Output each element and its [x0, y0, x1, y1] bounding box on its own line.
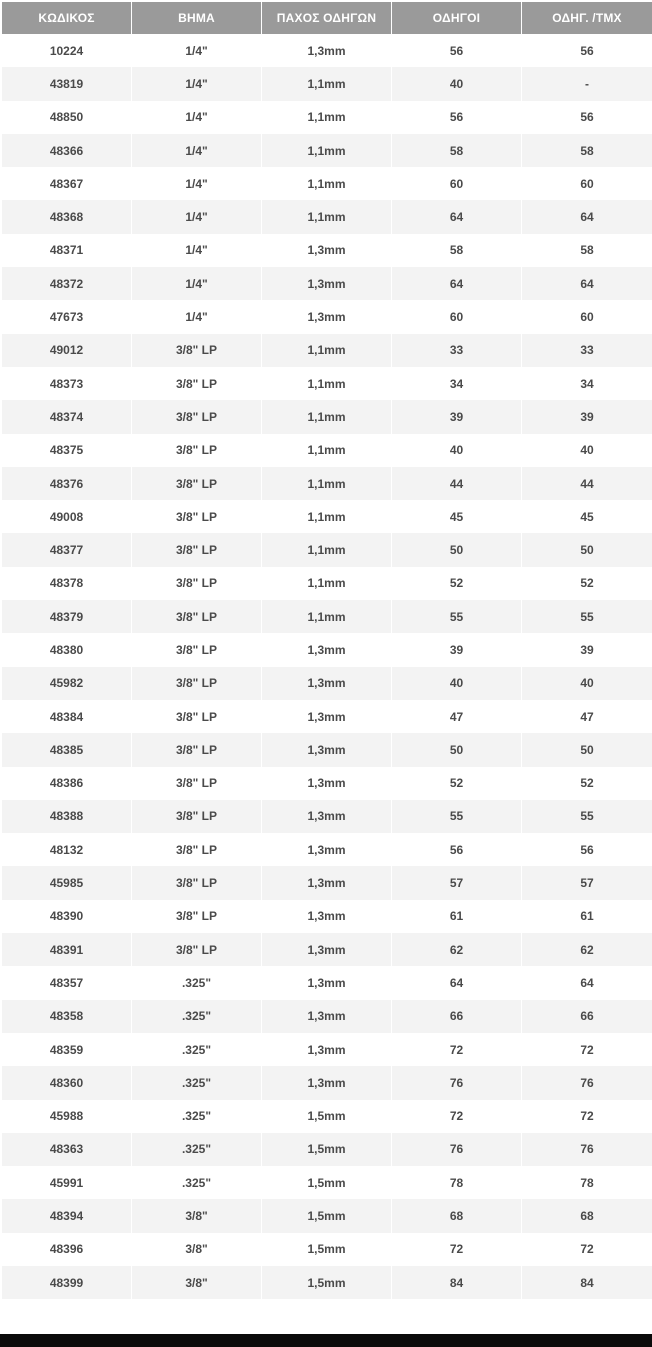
cell-code: 48132	[2, 833, 132, 866]
cell-gauge: 1,3mm	[262, 767, 392, 800]
table-row	[2, 434, 652, 467]
cell-drive-links: 58	[392, 234, 522, 267]
table-row	[2, 700, 652, 733]
cell-links-per-piece: 76	[522, 1133, 652, 1166]
cell-drive-links: 76	[392, 1066, 522, 1099]
cell-pitch: .325"	[132, 1133, 262, 1166]
cell-code: 48357	[2, 966, 132, 999]
cell-code: 49008	[2, 500, 132, 533]
cell-links-per-piece: 84	[522, 1266, 652, 1299]
cell-drive-links: 40	[392, 667, 522, 700]
cell-links-per-piece: 60	[522, 300, 652, 333]
cell-gauge: 1,3mm	[262, 1033, 392, 1066]
cell-pitch: 1/4"	[132, 200, 262, 233]
cell-pitch: 1/4"	[132, 34, 262, 67]
cell-links-per-piece: 39	[522, 400, 652, 433]
cell-drive-links: 58	[392, 134, 522, 167]
cell-gauge: 1,3mm	[262, 700, 392, 733]
cell-pitch: 3/8" LP	[132, 367, 262, 400]
cell-gauge: 1,3mm	[262, 1000, 392, 1033]
table-row	[2, 533, 652, 566]
table-row	[2, 966, 652, 999]
table-row	[2, 267, 652, 300]
table-row	[2, 400, 652, 433]
cell-links-per-piece: 34	[522, 367, 652, 400]
cell-gauge: 1,3mm	[262, 933, 392, 966]
cell-drive-links: 56	[392, 101, 522, 134]
cell-links-per-piece: 72	[522, 1100, 652, 1133]
cell-gauge: 1,5mm	[262, 1199, 392, 1232]
cell-code: 48360	[2, 1066, 132, 1099]
cell-gauge: 1,3mm	[262, 633, 392, 666]
cell-links-per-piece: 57	[522, 866, 652, 899]
cell-drive-links: 64	[392, 267, 522, 300]
cell-drive-links: 72	[392, 1100, 522, 1133]
table-row	[2, 1066, 652, 1099]
header-gauge: ΠΑΧΟΣ ΟΔΗΓΩΝ	[262, 2, 392, 34]
table-row	[2, 767, 652, 800]
table-row	[2, 667, 652, 700]
cell-drive-links: 78	[392, 1166, 522, 1199]
table-row	[2, 234, 652, 267]
cell-pitch: 3/8" LP	[132, 633, 262, 666]
table-row	[2, 367, 652, 400]
cell-links-per-piece: 39	[522, 633, 652, 666]
cell-pitch: 3/8" LP	[132, 667, 262, 700]
cell-code: 48394	[2, 1199, 132, 1232]
cell-pitch: 3/8" LP	[132, 567, 262, 600]
cell-code: 48373	[2, 367, 132, 400]
cell-code: 45985	[2, 866, 132, 899]
table-row	[2, 200, 652, 233]
chain-spec-table	[2, 2, 652, 1299]
cell-pitch: .325"	[132, 1066, 262, 1099]
cell-gauge: 1,3mm	[262, 300, 392, 333]
cell-code: 48367	[2, 167, 132, 200]
cell-links-per-piece: 64	[522, 267, 652, 300]
cell-drive-links: 76	[392, 1133, 522, 1166]
cell-code: 10224	[2, 34, 132, 67]
cell-code: 47673	[2, 300, 132, 333]
cell-gauge: 1,1mm	[262, 101, 392, 134]
cell-pitch: 3/8" LP	[132, 800, 262, 833]
cell-links-per-piece: 72	[522, 1033, 652, 1066]
cell-code: 48377	[2, 533, 132, 566]
cell-code: 48359	[2, 1033, 132, 1066]
cell-code: 48399	[2, 1266, 132, 1299]
cell-gauge: 1,1mm	[262, 134, 392, 167]
cell-code: 48379	[2, 600, 132, 633]
cell-pitch: 3/8" LP	[132, 767, 262, 800]
cell-drive-links: 57	[392, 866, 522, 899]
table-body	[2, 34, 652, 1299]
cell-links-per-piece: 52	[522, 767, 652, 800]
cell-pitch: 1/4"	[132, 134, 262, 167]
cell-drive-links: 64	[392, 200, 522, 233]
table-row	[2, 1000, 652, 1033]
footer-bar	[0, 1334, 652, 1347]
cell-links-per-piece: 58	[522, 234, 652, 267]
cell-code: 48371	[2, 234, 132, 267]
cell-drive-links: 56	[392, 34, 522, 67]
cell-gauge: 1,3mm	[262, 1066, 392, 1099]
cell-drive-links: 44	[392, 467, 522, 500]
cell-code: 49012	[2, 334, 132, 367]
cell-gauge: 1,1mm	[262, 533, 392, 566]
cell-links-per-piece: 40	[522, 667, 652, 700]
cell-gauge: 1,3mm	[262, 34, 392, 67]
table-row	[2, 633, 652, 666]
cell-links-per-piece: 55	[522, 600, 652, 633]
cell-code: 48366	[2, 134, 132, 167]
cell-links-per-piece: 61	[522, 900, 652, 933]
table-row	[2, 101, 652, 134]
cell-pitch: 1/4"	[132, 234, 262, 267]
cell-drive-links: 62	[392, 933, 522, 966]
cell-code: 48386	[2, 767, 132, 800]
cell-drive-links: 39	[392, 633, 522, 666]
table-header	[2, 2, 652, 34]
cell-code: 48380	[2, 633, 132, 666]
cell-drive-links: 56	[392, 833, 522, 866]
cell-gauge: 1,1mm	[262, 67, 392, 100]
cell-gauge: 1,1mm	[262, 600, 392, 633]
cell-drive-links: 61	[392, 900, 522, 933]
cell-gauge: 1,1mm	[262, 467, 392, 500]
cell-code: 45988	[2, 1100, 132, 1133]
cell-drive-links: 64	[392, 966, 522, 999]
cell-code: 48358	[2, 1000, 132, 1033]
cell-pitch: 3/8"	[132, 1233, 262, 1266]
cell-drive-links: 33	[392, 334, 522, 367]
table-row	[2, 34, 652, 67]
table-row	[2, 600, 652, 633]
cell-gauge: 1,1mm	[262, 434, 392, 467]
cell-pitch: 3/8"	[132, 1266, 262, 1299]
cell-code: 48396	[2, 1233, 132, 1266]
cell-links-per-piece: 56	[522, 101, 652, 134]
cell-pitch: 3/8" LP	[132, 467, 262, 500]
cell-links-per-piece: 47	[522, 700, 652, 733]
cell-links-per-piece: 64	[522, 966, 652, 999]
cell-code: 48376	[2, 467, 132, 500]
cell-links-per-piece: 33	[522, 334, 652, 367]
table-row	[2, 800, 652, 833]
cell-pitch: 3/8" LP	[132, 933, 262, 966]
cell-links-per-piece: 55	[522, 800, 652, 833]
cell-gauge: 1,1mm	[262, 367, 392, 400]
cell-code: 48388	[2, 800, 132, 833]
cell-drive-links: 50	[392, 533, 522, 566]
cell-code: 48372	[2, 267, 132, 300]
cell-pitch: 3/8"	[132, 1199, 262, 1232]
cell-pitch: 1/4"	[132, 267, 262, 300]
cell-code: 45982	[2, 667, 132, 700]
header-drive-links: ΟΔΗΓΟΙ	[392, 2, 522, 34]
cell-gauge: 1,3mm	[262, 234, 392, 267]
cell-code: 45991	[2, 1166, 132, 1199]
table-row	[2, 1233, 652, 1266]
cell-links-per-piece: 56	[522, 34, 652, 67]
cell-code: 48368	[2, 200, 132, 233]
cell-links-per-piece: 62	[522, 933, 652, 966]
header-code: ΚΩΔΙΚΟΣ	[2, 2, 132, 34]
cell-pitch: 1/4"	[132, 167, 262, 200]
cell-drive-links: 68	[392, 1199, 522, 1232]
table-row	[2, 1100, 652, 1133]
cell-pitch: 1/4"	[132, 300, 262, 333]
cell-links-per-piece: 66	[522, 1000, 652, 1033]
cell-code: 48374	[2, 400, 132, 433]
cell-pitch: .325"	[132, 1000, 262, 1033]
cell-drive-links: 55	[392, 800, 522, 833]
cell-gauge: 1,1mm	[262, 200, 392, 233]
cell-pitch: .325"	[132, 1166, 262, 1199]
cell-pitch: 1/4"	[132, 67, 262, 100]
cell-drive-links: 50	[392, 733, 522, 766]
header-row	[2, 2, 652, 34]
cell-drive-links: 84	[392, 1266, 522, 1299]
cell-links-per-piece: 50	[522, 733, 652, 766]
cell-code: 48850	[2, 101, 132, 134]
cell-links-per-piece: 50	[522, 533, 652, 566]
cell-links-per-piece: 64	[522, 200, 652, 233]
cell-links-per-piece: 40	[522, 434, 652, 467]
cell-gauge: 1,3mm	[262, 800, 392, 833]
cell-code: 48363	[2, 1133, 132, 1166]
cell-drive-links: 60	[392, 300, 522, 333]
cell-drive-links: 66	[392, 1000, 522, 1033]
cell-gauge: 1,5mm	[262, 1166, 392, 1199]
table-row	[2, 1133, 652, 1166]
table-row	[2, 500, 652, 533]
table-row	[2, 1199, 652, 1232]
cell-code: 48384	[2, 700, 132, 733]
cell-gauge: 1,3mm	[262, 733, 392, 766]
cell-pitch: 3/8" LP	[132, 900, 262, 933]
table-row	[2, 334, 652, 367]
cell-drive-links: 45	[392, 500, 522, 533]
cell-links-per-piece: 44	[522, 467, 652, 500]
header-pitch: ΒΗΜΑ	[132, 2, 262, 34]
table-row	[2, 67, 652, 100]
cell-pitch: 3/8" LP	[132, 700, 262, 733]
cell-drive-links: 55	[392, 600, 522, 633]
cell-gauge: 1,3mm	[262, 833, 392, 866]
cell-gauge: 1,1mm	[262, 334, 392, 367]
cell-pitch: .325"	[132, 1033, 262, 1066]
cell-pitch: 3/8" LP	[132, 434, 262, 467]
cell-pitch: 1/4"	[132, 101, 262, 134]
table-row	[2, 467, 652, 500]
cell-links-per-piece: 68	[522, 1199, 652, 1232]
cell-drive-links: 52	[392, 767, 522, 800]
table-row	[2, 134, 652, 167]
cell-gauge: 1,1mm	[262, 500, 392, 533]
cell-links-per-piece: 72	[522, 1233, 652, 1266]
cell-pitch: 3/8" LP	[132, 866, 262, 899]
cell-links-per-piece: 76	[522, 1066, 652, 1099]
cell-code: 48390	[2, 900, 132, 933]
cell-code: 48385	[2, 733, 132, 766]
cell-drive-links: 40	[392, 67, 522, 100]
cell-drive-links: 52	[392, 567, 522, 600]
cell-code: 43819	[2, 67, 132, 100]
table-row	[2, 933, 652, 966]
table-row	[2, 567, 652, 600]
table-row	[2, 300, 652, 333]
cell-links-per-piece: 45	[522, 500, 652, 533]
cell-pitch: 3/8" LP	[132, 733, 262, 766]
cell-pitch: 3/8" LP	[132, 600, 262, 633]
cell-gauge: 1,1mm	[262, 400, 392, 433]
cell-pitch: .325"	[132, 1100, 262, 1133]
cell-pitch: 3/8" LP	[132, 833, 262, 866]
cell-pitch: .325"	[132, 966, 262, 999]
cell-gauge: 1,3mm	[262, 267, 392, 300]
cell-gauge: 1,5mm	[262, 1266, 392, 1299]
table-row	[2, 866, 652, 899]
cell-drive-links: 40	[392, 434, 522, 467]
cell-gauge: 1,3mm	[262, 866, 392, 899]
cell-gauge: 1,5mm	[262, 1100, 392, 1133]
table-row	[2, 833, 652, 866]
cell-links-per-piece: 78	[522, 1166, 652, 1199]
table-row	[2, 733, 652, 766]
cell-drive-links: 60	[392, 167, 522, 200]
cell-links-per-piece: 52	[522, 567, 652, 600]
cell-gauge: 1,1mm	[262, 567, 392, 600]
cell-pitch: 3/8" LP	[132, 533, 262, 566]
cell-code: 48375	[2, 434, 132, 467]
table-row	[2, 167, 652, 200]
cell-links-per-piece: -	[522, 67, 652, 100]
cell-gauge: 1,5mm	[262, 1233, 392, 1266]
cell-pitch: 3/8" LP	[132, 400, 262, 433]
cell-gauge: 1,3mm	[262, 900, 392, 933]
cell-drive-links: 34	[392, 367, 522, 400]
table-row	[2, 900, 652, 933]
cell-links-per-piece: 56	[522, 833, 652, 866]
cell-gauge: 1,1mm	[262, 167, 392, 200]
cell-drive-links: 72	[392, 1033, 522, 1066]
table-row	[2, 1166, 652, 1199]
cell-code: 48378	[2, 567, 132, 600]
table-row	[2, 1033, 652, 1066]
cell-gauge: 1,3mm	[262, 966, 392, 999]
cell-gauge: 1,5mm	[262, 1133, 392, 1166]
cell-drive-links: 72	[392, 1233, 522, 1266]
cell-code: 48391	[2, 933, 132, 966]
cell-gauge: 1,3mm	[262, 667, 392, 700]
header-links-per-piece: ΟΔΗΓ. /ΤΜΧ	[522, 2, 652, 34]
cell-links-per-piece: 58	[522, 134, 652, 167]
cell-links-per-piece: 60	[522, 167, 652, 200]
table-row	[2, 1266, 652, 1299]
cell-pitch: 3/8" LP	[132, 500, 262, 533]
cell-drive-links: 47	[392, 700, 522, 733]
cell-drive-links: 39	[392, 400, 522, 433]
cell-pitch: 3/8" LP	[132, 334, 262, 367]
